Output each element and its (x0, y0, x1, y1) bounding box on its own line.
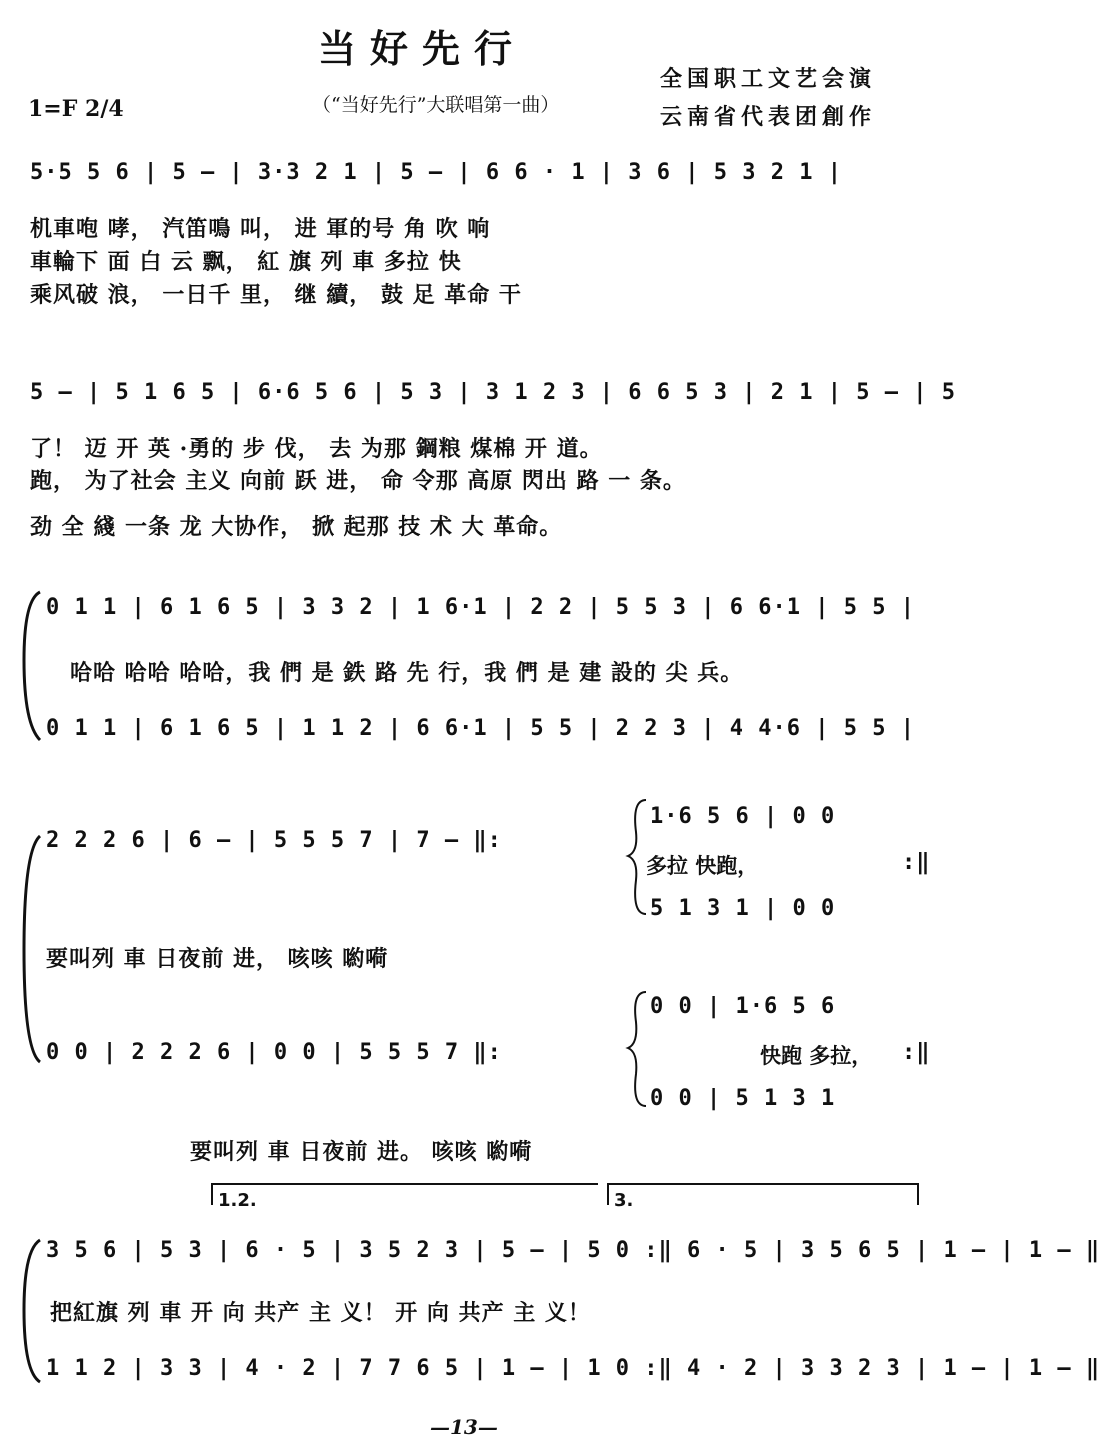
system2-lyric-verse1: 了！ 迈 开 英 ·勇的 步 伐， 去 为那 鋼粮 煤棉 开 道。 (30, 436, 603, 462)
system4-repeat-close-lower: :‖ (902, 1040, 931, 1065)
page-number: —13— (430, 1415, 498, 1439)
volta-first-ending: 1.2. (218, 1190, 257, 1211)
system4-repeat-lower-a: 0 0 | 1·6 5 6 (650, 994, 836, 1019)
system4-repeat-upper-lyric: 多拉 快跑， (646, 853, 759, 878)
system1-lyric-verse3: 乘风破 浪， 一日千 里， 继 續， 鼓 足 革命 干 (30, 282, 522, 308)
system3-upper-notes: 0 1 1 | 6 1 6 5 | 3 3 2 | 1 6·1 | 2 2 | 5 5 3 | 6 6·1 | 5 5 | (46, 595, 915, 620)
system4-upper-notes: 2 2 2 6 | 6 — | 5 5 5 7 | 7 — ‖: (46, 828, 502, 853)
system4-brace (24, 836, 40, 1062)
system2-notes: 5 — | 5 1 6 5 | 6·6 5 6 | 5 3 | 3 1 2 3 | 6 6 5 3 | 2 1 | 5 — | 5 (30, 380, 956, 405)
repeat-brace-lower (628, 992, 646, 1106)
system4-repeat-upper-b: 5 1 3 1 | 0 0 (650, 896, 836, 921)
volta-bracket-1 (212, 1184, 598, 1205)
page-title: 当好先行 (318, 26, 527, 71)
system1-lyric-verse1: 机車咆 哮， 汽笛鳴 叫， 进 軍的号 角 吹 响 (30, 216, 491, 242)
system5-lower-notes: 1 1 2 | 3 3 | 4 · 2 | 7 7 6 5 | 1 — | 1 0 :‖ 4 · 2 | 3 3 2 3 | 1 — | 1 — ‖ (46, 1356, 1100, 1381)
system4-repeat-lower-b: 0 0 | 5 1 3 1 (650, 1086, 836, 1111)
system1-notes: 5·5 5 6 | 5 — | 3·3 2 1 | 5 — | 6 6 · 1 | 3 6 | 5 3 2 1 | (30, 160, 842, 185)
system5-brace (24, 1240, 40, 1382)
system5-lyric: 把紅旗 列 車 开 向 共产 主 义！ 开 向 共产 主 义！ (50, 1300, 591, 1326)
system4-repeat-lower-lyric: 快跑 多拉， (760, 1043, 873, 1068)
system3-lyric: 哈哈 哈哈 哈哈，我 們 是 鉄 路 先 行，我 們 是 建 設的 尖 兵。 (70, 660, 744, 686)
system5-upper-notes: 3 5 6 | 5 3 | 6 · 5 | 3 5 2 3 | 5 — | 5 0 :‖ 6 · 5 | 3 5 6 5 | 1 — | 1 — ‖ (46, 1238, 1100, 1263)
system4-repeat-close-upper: :‖ (902, 850, 931, 875)
system4-upper-lyric: 要叫列 車 日夜前 进， 咳咳 喲嗬 (46, 946, 389, 972)
system4-repeat-upper-a: 1·6 5 6 | 0 0 (650, 804, 836, 829)
system1-lyric-verse2: 車輪下 面 白 云 飘， 紅 旗 列 車 多拉 快 (30, 249, 462, 275)
repeat-brace-upper (628, 800, 646, 914)
system3-lower-notes: 0 1 1 | 6 1 6 5 | 1 1 2 | 6 6·1 | 5 5 | 2 2 3 | 4 4·6 | 5 5 | (46, 716, 915, 741)
key-signature: 1=F 2/4 (28, 96, 124, 122)
system2-lyric-verse3: 劲 全 綫 一条 龙 大协作， 掀 起那 技 术 大 革命。 (30, 514, 563, 540)
system2-lyric-verse2: 跑， 为了社会 主义 向前 跃 进， 命 令那 高原 閃出 路 一 条。 (30, 468, 686, 494)
system4-lower-lyric: 要叫列 車 日夜前 进。 咳咳 喲嗬 (190, 1139, 533, 1165)
volta-second-ending: 3. (614, 1190, 634, 1211)
subtitle: （“当好先行”大联唱第一曲） (312, 94, 560, 116)
volta-bracket-2 (608, 1184, 918, 1205)
system3-brace (24, 592, 40, 740)
system4-lower-notes: 0 0 | 2 2 2 6 | 0 0 | 5 5 5 7 ‖: (46, 1040, 502, 1065)
credit-line-1: 全国职工文艺会演 (660, 66, 877, 92)
credit-line-2: 云南省代表团創作 (660, 104, 877, 130)
